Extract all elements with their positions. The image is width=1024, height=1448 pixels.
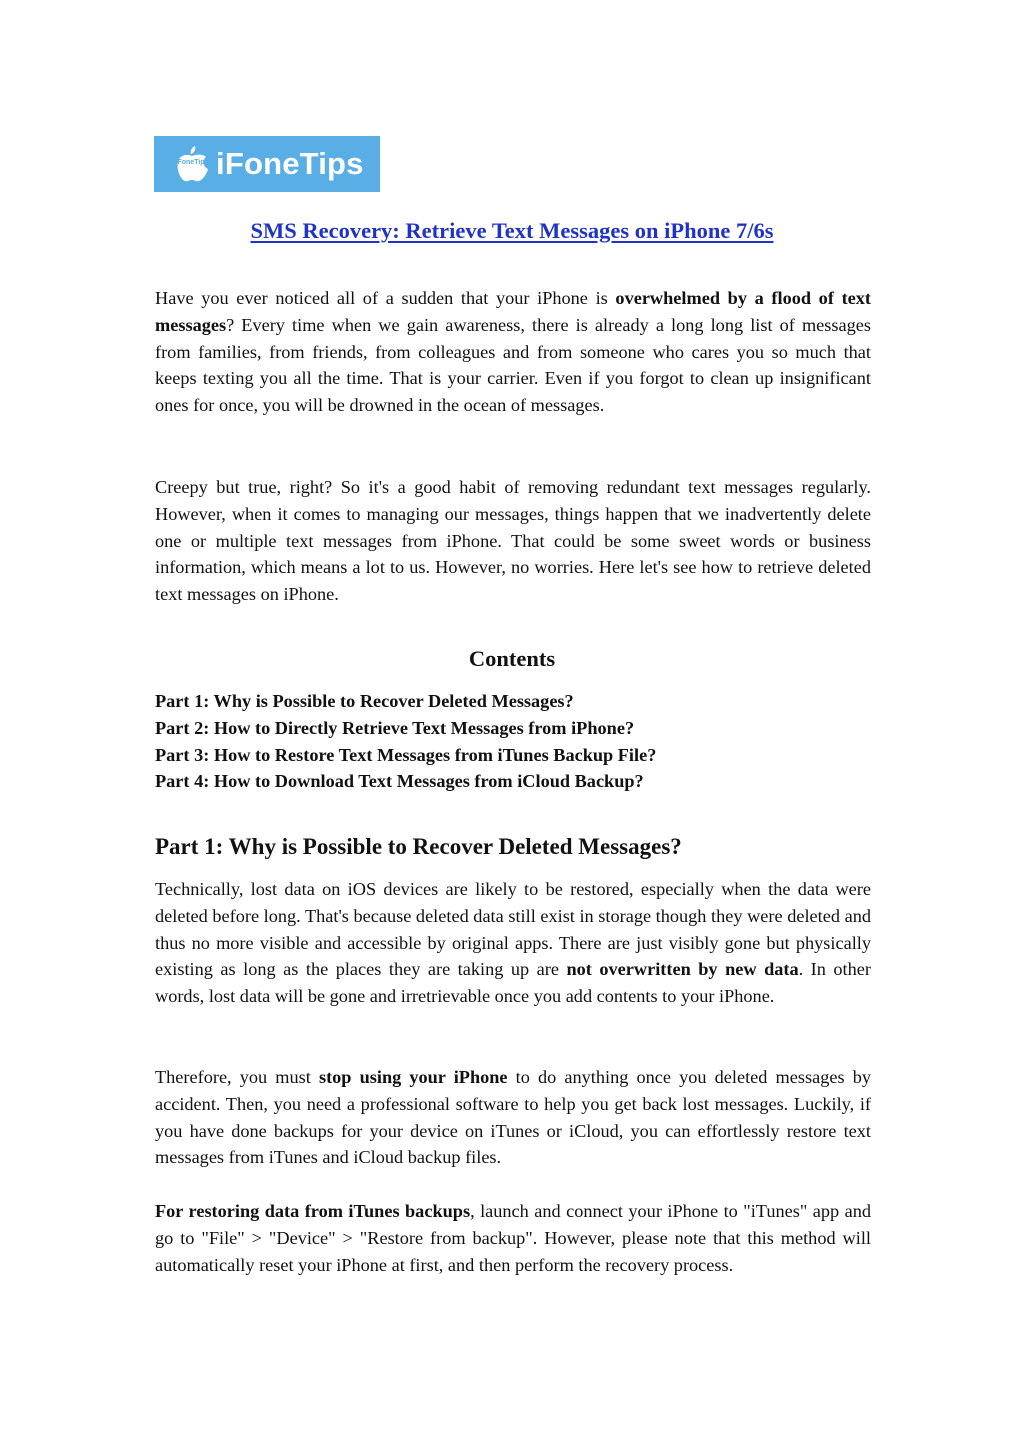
- ifonetips-logo[interactable]: [154, 136, 380, 192]
- apple-icon: [174, 144, 210, 184]
- intro-paragraph-2: Creepy but true, right? So it's a good habit of removing redundant text messages regularly. However, when it comes to managing our messages, things happen that we inadvertently delete one or multiple text messages from iPhone. That could be some sweet words or business information, which means a lot to us. However, no worries. Here let's see how to retrieve deleted text messages on iPhone.: [155, 477, 871, 605]
- logo-brand-text: iFoneTips: [216, 146, 364, 181]
- logo-mark-text: iFoneTips: [175, 159, 209, 166]
- toc-item-part-4[interactable]: Part 4: How to Download Text Messages from iCloud Backup?: [155, 771, 644, 792]
- toc-item-part-2[interactable]: Part 2: How to Directly Retrieve Text Messages from iPhone?: [155, 717, 635, 738]
- table-of-contents: [155, 688, 871, 795]
- part1-paragraph-2: Therefore, you must stop using your iPhone to do anything once you deleted messages by accident. Then, you need a professional software to help you get back lost messages. Luckily, if you have done backups for your device on iTunes or iCloud, you can effortlessly restore text messages from iTunes and iCloud backup files.: [155, 1067, 871, 1168]
- part1-paragraph-3: For restoring data from iTunes backups, launch and connect your iPhone to "iTunes" app and go to "File" > "Device" > "Restore from backup". However, please note that this method will automatically reset your iPhone at first, and then perform the recovery process.: [155, 1201, 871, 1275]
- toc-item-part-1[interactable]: Part 1: Why is Possible to Recover Deleted Messages?: [155, 691, 574, 711]
- emphasis-stop-using: stop using your iPhone: [318, 1067, 508, 1087]
- contents-heading: Contents: [468, 646, 556, 671]
- toc-item-part-3[interactable]: Part 3: How to Restore Text Messages from iTunes Backup File?: [155, 744, 657, 765]
- emphasis-flood: overwhelmed by a flood of text messages: [155, 288, 872, 335]
- part1-heading: Part 1: Why is Possible to Recover Deleted Messages?: [155, 834, 682, 859]
- emphasis-itunes-backups: For restoring data from iTunes backups: [155, 1201, 471, 1221]
- part1-paragraph-1: Technically, lost data on iOS devices are likely to be restored, especially when the data were deleted before long. That's because deleted data still exist in storage though they were deleted and thus no more visible and accessible by original apps. There are just visibly gone but physically existing as long as the places they are taking up are not overwritten by new data. In other words, lost data will be gone and irretrievable once you add contents to your iPhone.: [155, 879, 871, 1007]
- emphasis-not-overwritten: not overwritten by new data: [566, 959, 799, 980]
- page-title-link[interactable]: SMS Recovery: Retrieve Text Messages on iPhone 7/6s: [250, 218, 774, 243]
- intro-paragraph-1: Have you ever noticed all of a sudden that your iPhone is overwhelmed by a flood of text messages? Every time when we gain awareness, there is already a long long list of messages from families, from friends, from colleagues and from someone who cares you so much that keeps texting you all the time. That is your carrier. Even if you forgot to clean up insignificant ones for once, you will be drowned in the ocean of messages.: [155, 288, 872, 416]
